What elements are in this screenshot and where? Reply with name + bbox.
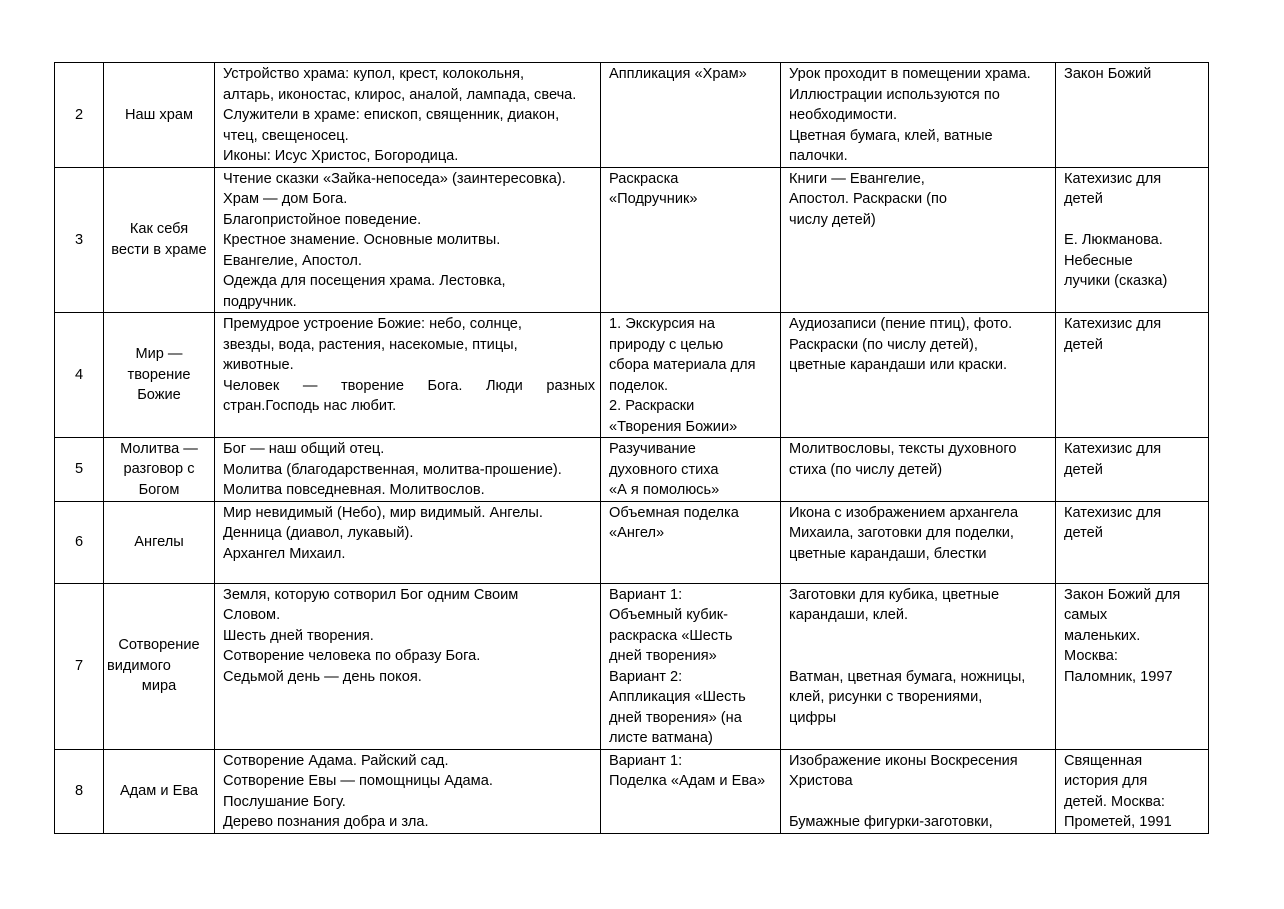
cell-line: детей. Москва: [1064,793,1165,810]
cell-line: дней творения» [609,648,717,664]
cell-line: Раскраска [609,170,679,187]
row-number: 6 [74,533,84,550]
materials-cell [781,501,1056,583]
cell-line: Иконы: Исус Христос, Богородица. [223,148,459,164]
cell-line: творение [127,366,191,383]
cell-line: животные. [223,357,294,373]
cell-line: Одежда для посещения храма. Лестовка, [223,273,506,289]
lesson-content-cell [215,313,601,438]
cell-line: маленьких. [1064,627,1141,644]
row-number: 2 [74,106,84,123]
cell-line [789,646,1050,667]
cell-line: Мир невидимый (Небо), мир видимый. Ангелы. [223,504,543,521]
cell-line: Закон Божий [1064,66,1152,82]
cell-line: Урок проходит в помещении храма. [789,66,1031,82]
cell-line: Аппликация «Шесть [609,689,746,705]
cell-line: палочки. [789,148,848,164]
cell-line: самых [1064,607,1108,623]
cell-line: чтец, свещеносец. [223,127,349,144]
activity-cell [601,501,781,583]
row-number-cell [55,438,104,502]
cell-line: Паломник, 1997 [1064,668,1173,685]
cell-line: детей [1064,461,1103,478]
cell-line [789,792,1050,813]
cell-line: числу детей) [789,211,876,228]
cell-line: Заготовки для кубика, цветные [789,586,1000,603]
cell-line: Денница (диавол, лукавый). [223,525,414,541]
cell-line [1064,210,1203,231]
cell-line: подручник. [223,293,297,310]
cell-line: Шесть дней творения. [223,627,374,644]
cell-line: дней творения» (на [609,709,742,726]
cell-line: алтарь, иконостас, клирос, аналой, лампада, свеча. [223,86,577,103]
cell-line: Адам и Ева [119,782,199,799]
lesson-title-cell [104,583,215,749]
cell-line: Катехизис для [1064,441,1162,457]
lesson-content-cell [215,63,601,168]
cell-line: Служители в храме: епископ, священник, диакон, [223,107,560,123]
cell-line: Москва: [1064,648,1118,664]
lesson-content-cell [215,501,601,583]
cell-line: Словом. [223,607,281,623]
cell-line: разговор с [123,461,195,477]
lesson-title-cell [104,63,215,168]
cell-line: поделок. [609,377,669,394]
cell-line: Божие [137,387,181,404]
cell-line: «Творения Божии» [609,418,738,435]
row-number-cell [55,583,104,749]
cell-line: Катехизис для [1064,504,1162,521]
cell-line: звезды, вода, растения, насекомые, птицы, [223,336,518,353]
table-row [55,63,1209,168]
lesson-plan-table [54,62,1209,834]
cell-line: Архангел Михаил. [223,545,346,562]
cell-line: Прометей, 1991 [1064,814,1172,830]
table-row [55,313,1209,438]
materials-cell [781,313,1056,438]
cell-line: цветные карандаши или краски. [789,357,1008,373]
literature-cell [1056,438,1209,502]
literature-cell [1056,63,1209,168]
cell-line: вести в храме [111,241,207,258]
cell-line: Поделка «Адам и Ева» [609,773,766,789]
row-number-cell [55,313,104,438]
lesson-title-cell [104,438,215,502]
cell-line: Сотворение человека по образу Бога. [223,648,481,664]
cell-line: Е. Люкманова. [1064,232,1163,248]
cell-line: Премудрое устроение Божие: небо, солнце, [223,316,522,332]
cell-line: мира [141,678,177,695]
activity-cell [601,583,781,749]
cell-line: Богом [138,481,180,498]
cell-line: Как себя [129,221,189,238]
materials-cell [781,63,1056,168]
row-number-cell [55,167,104,313]
row-number: 8 [74,782,84,799]
cell-line: история для [1064,773,1148,789]
cell-line: Объемный кубик- [609,607,729,623]
cell-line: Михаила, заготовки для поделки, [789,525,1014,541]
cell-line [789,626,1050,647]
cell-line: стран.Господь нас любит. [223,398,397,414]
cell-line: цветные карандаши, блестки [789,545,987,562]
cell-line: Вариант 1: [609,586,683,603]
cell-line: Книги — Евангелие, [789,170,925,187]
cell-line: карандаши, клей. [789,607,909,623]
lesson-title-cell [104,167,215,313]
lesson-plan-body [55,63,1209,834]
cell-line: сбора материала для [609,357,756,373]
cell-line: Аудиозаписи (пение птиц), фото. [789,316,1013,332]
cell-line: Чтение сказки «Зайка-непоседа» (заинтересовка). [223,170,566,187]
cell-line: Ангелы [134,533,184,550]
cell-line: клей, рисунки с творениями, [789,689,983,705]
cell-line: «А я помолюсь» [609,482,720,498]
cell-line: Молитва — [120,440,198,457]
cell-line: Сотворение Адама. Райский сад. [223,752,449,769]
activity-cell [601,749,781,833]
cell-line: лучики (сказка) [1064,273,1168,289]
cell-line: Бог — наш общий отец. [223,441,385,457]
row-number: 5 [74,461,84,477]
cell-line: Разучивание [609,441,696,457]
materials-cell [781,167,1056,313]
cell-line: Изображение иконы Воскресения [789,752,1018,769]
cell-line: 2. Раскраски [609,398,695,414]
cell-line: Земля, которую сотворил Бог одним Своим [223,586,519,603]
cell-line: 1. Экскурсия на [609,316,715,332]
activity-cell [601,167,781,313]
lesson-content-cell [215,167,601,313]
table-row [55,167,1209,313]
cell-line: Благопристойное поведение. [223,211,422,228]
cell-line: Апостол. Раскраски (по [789,191,948,207]
cell-line: Небесные [1064,252,1133,269]
table-row [55,501,1209,583]
cell-line: необходимости. [789,107,898,123]
cell-line: Седьмой день — день покоя. [223,668,422,685]
cell-line: Человек — творение Бога. Люди разных [223,377,595,394]
literature-cell [1056,501,1209,583]
cell-line: раскраска «Шесть [609,627,733,644]
lesson-title-cell [104,749,215,833]
cell-line: Молитва (благодарственная, молитва-прошение). [223,461,562,478]
cell-line: Молитвословы, тексты духовного [789,441,1017,457]
cell-line: Объемная поделка [609,504,739,521]
cell-line: Сотворение Евы — помощницы Адама. [223,773,493,789]
cell-line: Священная [1064,752,1143,769]
literature-cell [1056,583,1209,749]
cell-line: Вариант 2: [609,668,683,685]
cell-line: Ватман, цветная бумага, ножницы, [789,668,1026,685]
cell-line: Крестное знамение. Основные молитвы. [223,232,501,248]
row-number: 4 [74,366,84,383]
cell-line: Катехизис для [1064,316,1162,332]
cell-line: Мир — [135,346,183,363]
cell-line: Дерево познания добра и зла. [223,814,429,830]
cell-line: Устройство храма: купол, крест, колокольня, [223,66,525,82]
lesson-title-cell [104,501,215,583]
cell-line: Раскраски (по числу детей), [789,336,978,353]
cell-line: детей [1064,336,1103,353]
cell-line: Вариант 1: [609,752,683,769]
cell-line: Икона с изображением архангела [789,504,1019,521]
activity-cell [601,313,781,438]
literature-cell [1056,749,1209,833]
cell-line: детей [1064,525,1103,541]
cell-line: Молитва повседневная. Молитвослов. [223,482,485,498]
lesson-title-cell [104,313,215,438]
row-number-cell [55,63,104,168]
cell-line: цифры [789,709,837,726]
table-row [55,749,1209,833]
cell-line: Сотворение [118,637,200,654]
row-number: 7 [74,657,84,674]
table-row [55,583,1209,749]
cell-line: детей [1064,191,1103,207]
activity-cell [601,63,781,168]
row-number-cell [55,501,104,583]
cell-line: «Ангел» [609,525,665,541]
cell-line: стиха (по числу детей) [789,461,943,478]
cell-line: духовного стиха [609,461,719,478]
cell-line: Храм — дом Бога. [223,191,348,207]
lesson-content-cell [215,438,601,502]
cell-line: Аппликация «Храм» [609,66,747,82]
materials-cell [781,749,1056,833]
cell-line: Бумажные фигурки-заготовки, [789,814,993,830]
cell-line: Христова [789,773,853,789]
document-page [54,62,1208,834]
cell-line: Цветная бумага, клей, ватные [789,127,993,144]
materials-cell [781,438,1056,502]
table-row [55,438,1209,502]
cell-line: листе ватмана) [609,730,713,746]
row-number-cell [55,749,104,833]
lesson-content-cell [215,583,601,749]
literature-cell [1056,313,1209,438]
cell-line: Катехизис для [1064,170,1162,187]
cell-line: Наш храм [125,106,193,123]
cell-line: Евангелие, Апостол. [223,252,362,269]
cell-line: «Подручник» [609,191,698,207]
activity-cell [601,438,781,502]
lesson-content-cell [215,749,601,833]
cell-line: видимого [107,657,171,674]
cell-line: Закон Божий для [1064,586,1181,603]
cell-line: Послушание Богу. [223,793,346,810]
cell-line: Иллюстрации используются по [789,86,1000,103]
materials-cell [781,583,1056,749]
literature-cell [1056,167,1209,313]
cell-line: природу с целью [609,336,724,353]
row-number: 3 [74,231,84,248]
